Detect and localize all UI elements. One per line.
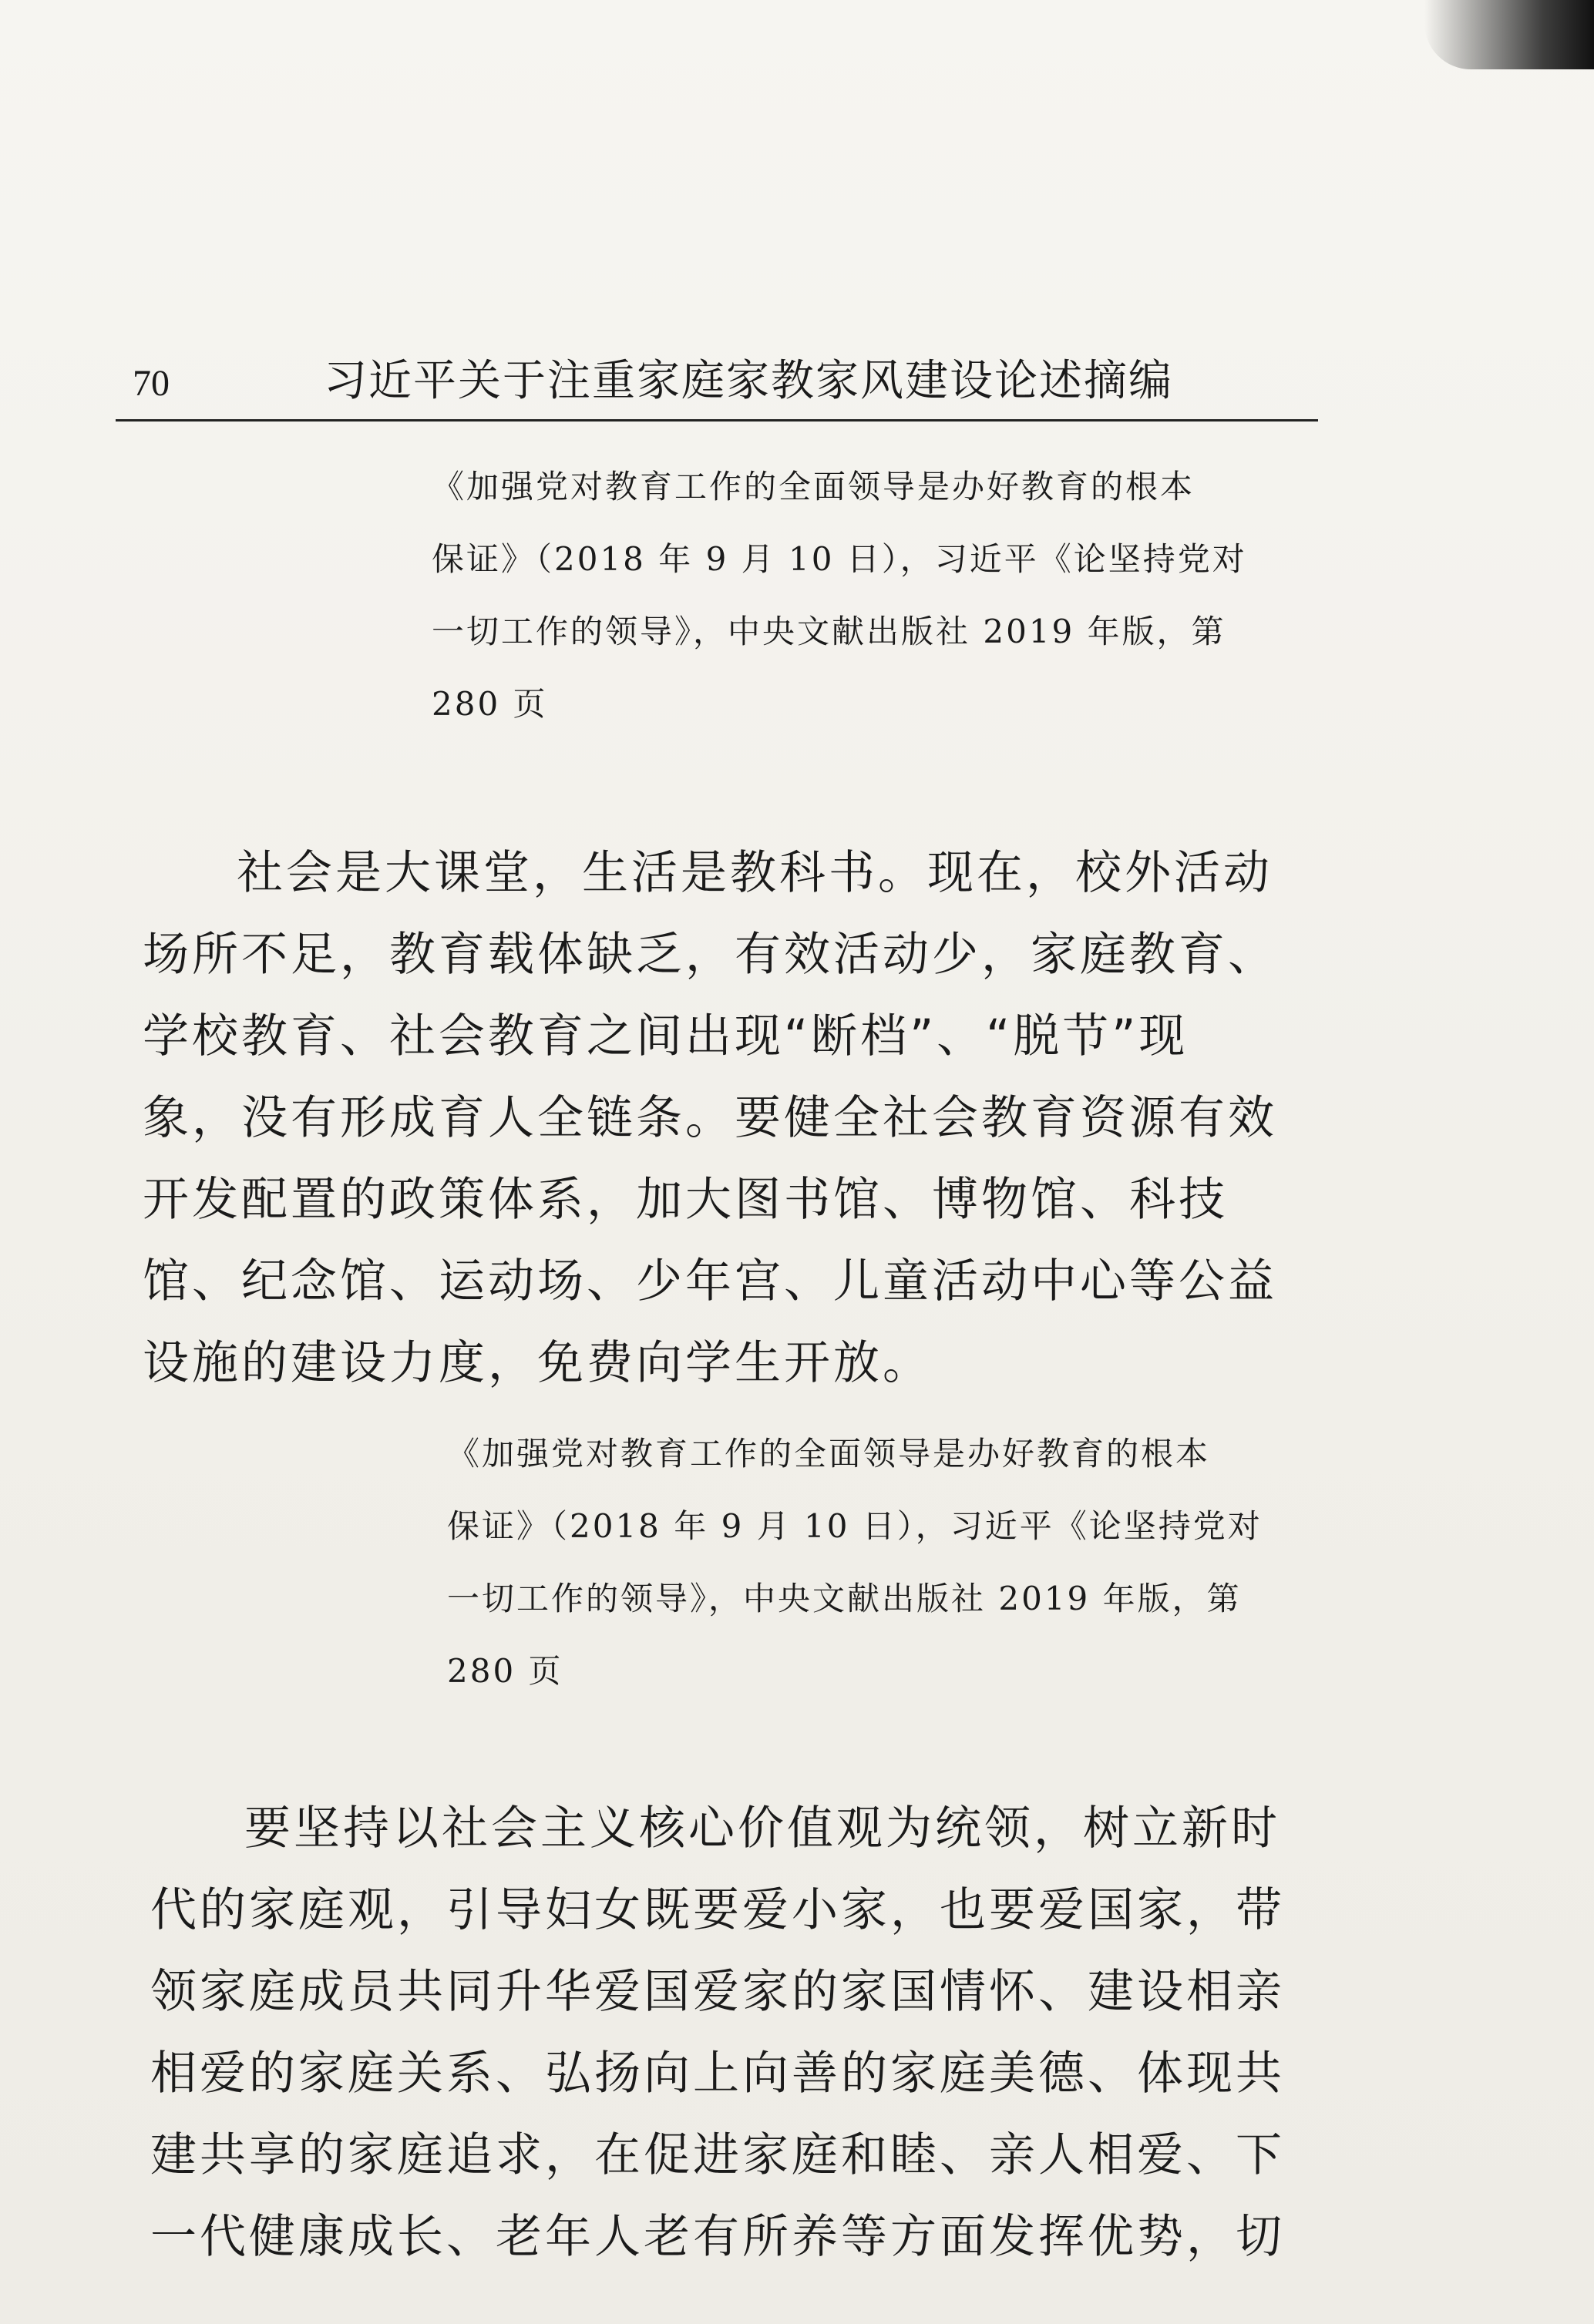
citation-2 <box>447 1418 1318 1708</box>
paragraph-line: 领家庭成员共同升华爱国爱家的家国情怀、建设相亲 <box>150 1965 1285 2019</box>
citation-line: 一切工作的领导》，中央文献出版社 2019 年版，第 <box>447 1580 1242 1617</box>
citation-line: 《加强党对教育工作的全面领导是办好教育的根本 <box>432 468 1196 505</box>
running-title: 习近平关于注重家庭家教家风建设论述摘编 <box>324 356 1173 406</box>
header-rule <box>116 419 1318 421</box>
paragraph-line: 相爱的家庭关系、弘扬向上向善的家庭美德、体现共 <box>150 2047 1285 2101</box>
paragraph-line: 一代健康成长、老年人老有所养等方面发挥优势，切 <box>150 2210 1285 2264</box>
paragraph-line: 学校教育、社会教育之间出现“断档”、“脱节”现 <box>143 1009 1189 1063</box>
page-corner-shadow <box>1424 0 1594 69</box>
body-paragraph-1 <box>143 832 1322 1404</box>
citation-line: 保证》（2018 年 9 月 10 日），习近平《论坚持党对 <box>447 1507 1263 1545</box>
paragraph-line: 建共享的家庭追求，在促进家庭和睦、亲人相爱、下 <box>150 2128 1285 2182</box>
paragraph-line: 要坚持以社会主义核心价值观为统领，树立新时 <box>244 1802 1280 1856</box>
page-number: 70 <box>133 363 170 404</box>
citation-line: 《加强党对教育工作的全面领导是办好教育的根本 <box>447 1435 1211 1473</box>
paragraph-line: 场所不足，教育载体缺乏，有效活动少，家庭教育、 <box>143 928 1277 982</box>
body-paragraph-2 <box>150 1788 1330 2278</box>
citation-line: 保证》（2018 年 9 月 10 日），习近平《论坚持党对 <box>432 540 1247 578</box>
paragraph-line: 设施的建设力度，免费向学生开放。 <box>143 1336 932 1390</box>
paragraph-line: 馆、纪念馆、运动场、少年宫、儿童活动中心等公益 <box>143 1254 1277 1308</box>
paragraph-line: 象，没有形成育人全链条。要健全社会教育资源有效 <box>143 1091 1277 1145</box>
citation-1 <box>432 451 1318 741</box>
page-header <box>116 339 1318 424</box>
paragraph-line: 开发配置的政策体系，加大图书馆、博物馆、科技 <box>143 1173 1228 1227</box>
citation-line: 280 页 <box>447 1652 563 1690</box>
paragraph-line: 代的家庭观，引导妇女既要爱小家，也要爱国家，带 <box>150 1883 1285 1937</box>
paragraph-line: 社会是大课堂，生活是教科书。现在，校外活动 <box>237 846 1273 900</box>
citation-line: 一切工作的领导》，中央文献出版社 2019 年版，第 <box>432 613 1226 650</box>
citation-line: 280 页 <box>432 685 548 723</box>
